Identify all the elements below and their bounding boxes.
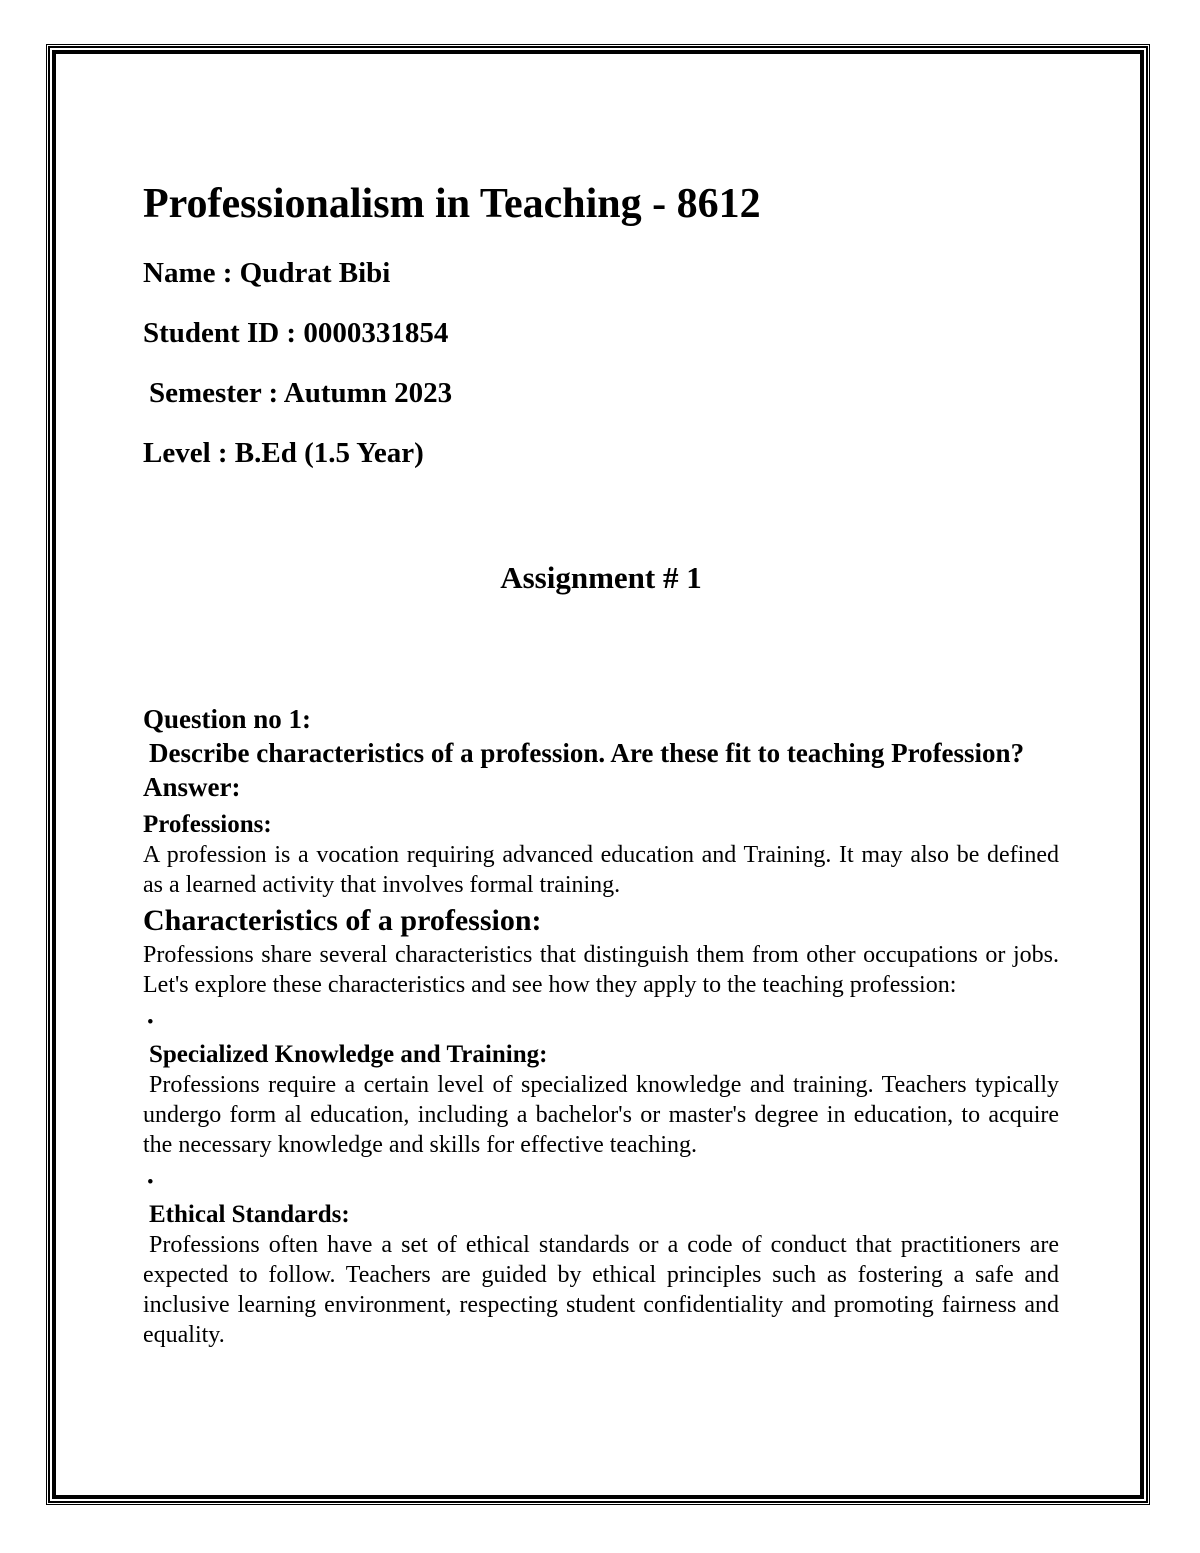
section-heading-professions: Professions: (143, 811, 272, 838)
meta-name: Name : Qudrat Bibi (143, 257, 391, 289)
answer-label: Answer: (143, 772, 241, 802)
section-heading-characteristics: Characteristics of a profession: (143, 904, 542, 937)
section-body-characteristics: Professions share several characteristics that distinguish them from other occupations or jobs. Let's explore these characteristics and see how they apply to the teaching profession: (143, 942, 1059, 998)
document-title: Professionalism in Teaching - 8612 (143, 181, 761, 227)
meta-level: Level : B.Ed (1.5 Year) (143, 437, 424, 469)
assignment-heading: Assignment # 1 (500, 560, 702, 595)
meta-student-id: Student ID : 0000331854 (143, 317, 449, 349)
page-content (56, 54, 1063, 1350)
text-column (143, 180, 1059, 1350)
meta-semester: Semester : Autumn 2023 (149, 377, 453, 409)
section-heading-ethical-standards: Ethical Standards: (149, 1201, 350, 1228)
section-body-professions: A profession is a vocation requiring advanced education and Training. It may also be defined as a learned activity that involves formal training. (143, 842, 1059, 898)
bullet-icon: • (147, 1012, 154, 1033)
question-label: Question no 1: (143, 704, 312, 734)
page-border-frame (52, 50, 1144, 1499)
bullet-icon: • (147, 1172, 154, 1193)
section-body-ethical-standards: Professions often have a set of ethical standards or a code of conduct that practitioners are expected to follow. Teachers are guided by ethical principles such as fostering a safe and inclusive learning environment, respecting student confidentiality and promoting fairness and equality. (143, 1232, 1059, 1348)
section-body-specialized-knowledge: Professions require a certain level of specialized knowledge and training. Teachers typically undergo form al education, including a bachelor's or master's degree in education, to acquire the necessary knowledge and skills for effective teaching. (143, 1072, 1059, 1158)
section-heading-specialized-knowledge: Specialized Knowledge and Training: (149, 1041, 548, 1068)
question-text: Describe characteristics of a profession. Are these fit to teaching Profession? (149, 738, 1025, 768)
